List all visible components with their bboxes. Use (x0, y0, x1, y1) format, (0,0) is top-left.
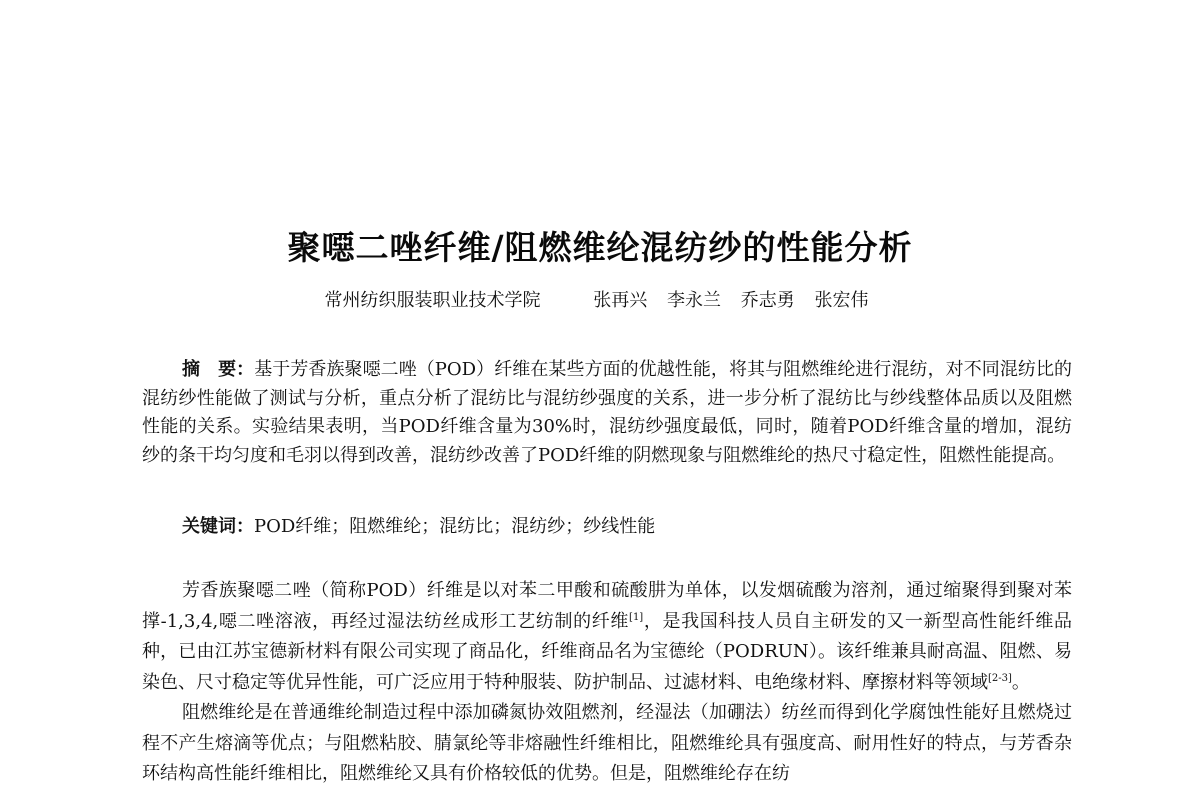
byline (0, 286, 1200, 312)
paragraph-1-part-c: 。 (1011, 671, 1030, 693)
citation-ref-2: [2-3] (988, 672, 1012, 684)
paragraph-1 (142, 576, 1072, 698)
keywords-text: POD纤维；阻燃维纶；混纺比；混纺纱；纱线性能 (254, 516, 656, 537)
citation-ref-1: [1] (629, 611, 644, 623)
paragraph-1-part-b: ，是我国科技人员自主研发的又一新型高性能纤维品种，已由江苏宝德新材料有限公司实现了商品化，纤维商品名为宝德纶（PODRUN）。该纤维兼具耐高温、阻燃、易染色、尺寸稳定等优异性能，可广泛应用于特种服装、防护制品、过滤材料、电绝缘材料、摩擦材料等领域 (142, 610, 1073, 693)
author-1: 张再兴 (593, 290, 648, 311)
author-2: 李永兰 (667, 290, 721, 311)
paragraph-2: 阻燃维纶是在普通维纶制造过程中添加磷氮协效阻燃剂，经湿法（加硼法）纺丝而得到化学腐蚀性能好且燃烧过程不产生熔滴等优点；与阻燃粘胶、腈氯纶等非熔融性纤维相比，阻燃维纶具有强度高、耐用性好的特点，与芳香杂环结构高性能纤维相比，阻燃维纶又具有价格较低的优势。但是，阻燃维纶存在纺 (142, 702, 1072, 784)
keywords (182, 512, 655, 538)
abstract (142, 356, 1072, 470)
abstract-text: 基于芳香族聚噁二唑（POD）纤维在某些方面的优越性能，将其与阻燃维纶进行混纺，对不同混纺比的混纺纱性能做了测试与分析，重点分析了混纺比与混纺纱强度的关系，进一步分析了混纺比与纱线整体品质以及阻燃性能的关系。实验结果表明，当POD纤维含量为30%时，混纺纱强度最低，同时，随着POD纤维含量的增加，混纺纱的条干均匀度和毛羽以得到改善，混纺纱改善了POD纤维的阴燃现象与阻燃维纶的热尺寸稳定性，阻燃性能提高。 (142, 359, 1073, 466)
abstract-label: 摘 要： (182, 359, 255, 380)
author-3: 乔志勇 (740, 290, 795, 311)
body-text (142, 576, 1072, 790)
institution: 常州纺织服装职业技术学院 (324, 290, 541, 311)
keywords-label: 关键词： (182, 516, 254, 537)
paper-title: 聚噁二唑纤维/阻燃维纶混纺纱的性能分析 (287, 228, 913, 267)
author-4: 张宏伟 (814, 290, 869, 311)
paragraph-1-part-a: 芳香族聚噁二唑（简称POD）纤维是以对苯二甲酸和硫酸肼为单体，以发烟硫酸为溶剂，通过缩聚得到聚对苯撑-1,3,4,噁二唑溶液，再经过湿法纺丝成形工艺纺制的纤维 (142, 580, 1072, 632)
